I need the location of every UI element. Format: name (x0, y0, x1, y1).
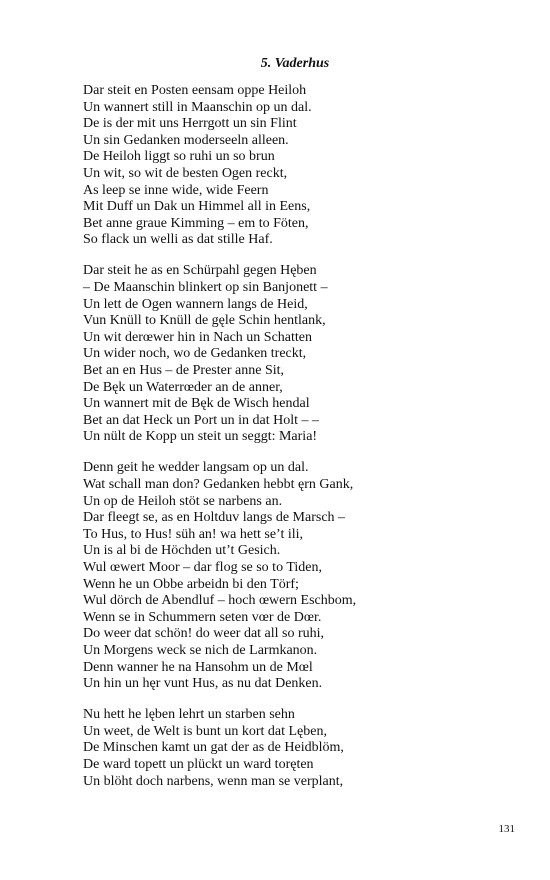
poem-title: 5. Vaderhus (260, 56, 330, 71)
poem-line: Dar steit he as en Schürpahl gegen Hęben (83, 263, 317, 279)
poem-line: Un wit, so wit de besten Ogen reckt, (83, 165, 288, 181)
poem-line: Nu hett he lęben lehrt un starben sehn (83, 707, 295, 723)
stanza (83, 83, 523, 249)
poem-line: Un nült de Kopp un steit un seggt: Maria! (83, 429, 318, 445)
poem-line: Dar fleegt se, as en Holtduv langs de Marsch – (83, 510, 346, 526)
poem-line: Wat schall man don? Gedanken hebbt ęrn Gank, (83, 477, 354, 493)
poem-line: Dar steit en Posten eensam oppe Heiloh (83, 83, 307, 98)
poem-line: De Heiloh liggt so ruhi un so brun (83, 149, 275, 165)
poem-line: Un Morgens weck se nich de Larmkanon. (83, 643, 318, 658)
poem-line: Denn geit he wedder langsam op un dal. (83, 460, 309, 476)
poem-line: – De Maanschin blinkert op sin Banjonett – (83, 280, 328, 296)
poem-line: Mit Duff un Dak un Himmel all in Eens, (83, 199, 311, 215)
poem-line: Wul dörch de Abendluf – hoch œwern Eschbom, (83, 593, 357, 609)
poem-line: So flack un welli as dat stille Haf. (83, 232, 273, 248)
poem-line: Un wit derœwer hin in Nach un Schatten (83, 329, 312, 345)
poem-line: Bet an dat Heck un Port un in dat Holt – – (83, 412, 320, 428)
stanza (83, 707, 523, 790)
poem-line: Vun Knüll to Knüll de gęle Schin hentlank, (83, 313, 326, 329)
poem-line: Bet an en Hus – de Prester anne Sit, (83, 363, 285, 378)
stanza (83, 460, 523, 692)
page-number: 131 (498, 823, 515, 835)
poem-line: De ward topett un plückt un ward toręten (83, 757, 314, 773)
poem-line: De is der mit uns Herrgott un sin Flint (83, 116, 297, 132)
poem-line: As leep se inne wide, wide Feern (83, 182, 269, 198)
poem-line: Un lett de Ogen wannern langs de Heid, (83, 296, 308, 312)
poem-line: Un wannert mit de Bęk de Wisch hendal (83, 396, 310, 412)
poem-line: To Hus, to Hus! süh an! wa hett se’t ili, (83, 526, 304, 542)
stanza (83, 263, 523, 446)
poem-line: Un weet, de Welt is bunt un kort dat Lęben, (83, 723, 327, 739)
poem-line: Un hin un hęr vunt Hus, as nu dat Denken. (83, 676, 323, 692)
poem-line: Bet anne graue Kimming – em to Föten, (83, 215, 309, 231)
poem-line: Un wider noch, wo de Gedanken treckt, (83, 346, 307, 362)
poem-line: Un op de Heiloh stöt se narbens an. (83, 493, 283, 509)
poem-line: Wenn he un Obbe arbeidn bi den Törf; (83, 576, 299, 592)
poem-line: Un is al bi de Höchden ut’t Gesich. (83, 543, 281, 559)
poem-line: De Bęk un Waterrœder an de anner, (83, 379, 283, 395)
poem-line: De Minschen kamt un gat der as de Heidblöm, (83, 740, 344, 756)
poem-line: Un wannert still in Maanschin op un dal. (83, 99, 312, 115)
poem-line: Un blöht doch narbens, wenn man se verplant, (83, 773, 344, 789)
poem-line: Un sin Gedanken moderseeln alleen. (83, 132, 289, 148)
poem-line: Wenn se in Schummern seten vœr de Dœr. (83, 609, 322, 625)
poem-line: Denn wanner he na Hansohm un de Mœl (83, 659, 313, 675)
poem-line: Wul œwert Moor – dar flog se so to Tiden, (83, 560, 322, 576)
poem-line: Do weer dat schön! do weer dat all so ruhi, (83, 626, 325, 642)
poem-body (83, 83, 523, 805)
